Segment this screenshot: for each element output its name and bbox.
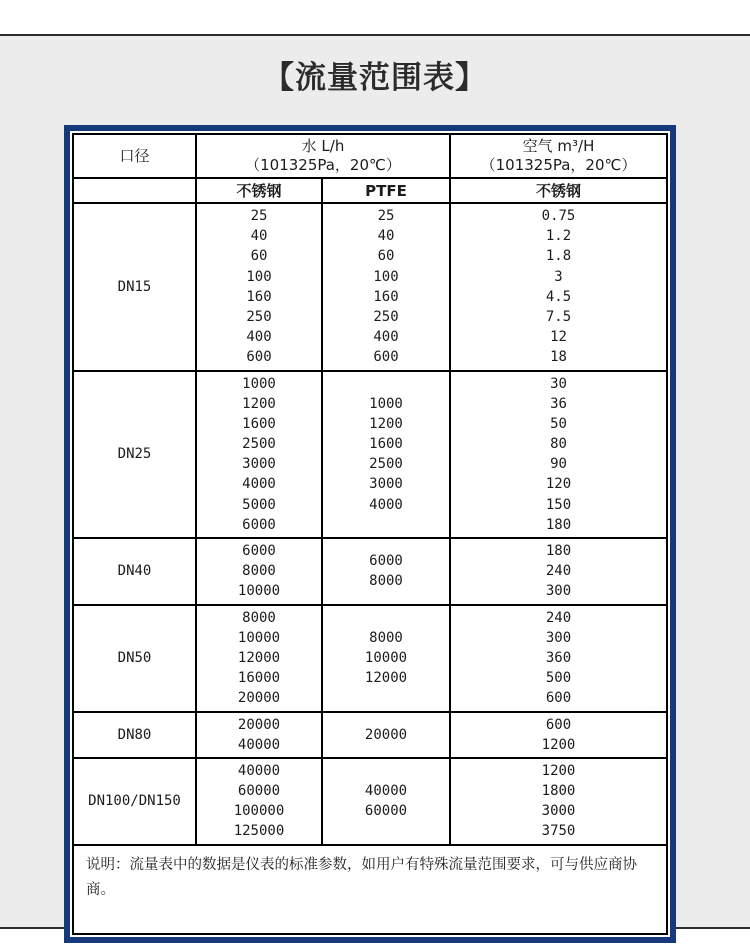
value-line: 500	[545, 670, 572, 687]
flow-range-table-frame	[64, 125, 676, 943]
value-line: 1200	[369, 415, 403, 432]
value-line: 250	[246, 308, 272, 325]
diameter-cell: DN50	[117, 650, 152, 667]
value-line: 6000	[369, 553, 403, 570]
value-line: 8000	[242, 609, 276, 626]
value-line: 7.5	[545, 308, 572, 325]
value-line: 18	[550, 349, 567, 366]
value-line: 3	[554, 268, 563, 285]
table-section-row	[74, 711, 666, 757]
table-section-row	[74, 202, 666, 370]
value-line: 3000	[242, 456, 276, 473]
table-section-row	[74, 370, 666, 538]
value-line: 6000	[242, 543, 276, 559]
value-line: 60000	[237, 783, 281, 800]
water-ptfe-cell	[321, 713, 449, 757]
value-line: 10000	[364, 649, 408, 666]
water-ptfe-cell	[321, 204, 449, 370]
water-ptfe-cell	[321, 372, 449, 538]
subheader-cell-air-ss: 不锈钢	[449, 179, 666, 202]
air-ss-cell	[449, 372, 666, 538]
table-section-row	[74, 537, 666, 604]
value-line: 40000	[364, 783, 408, 800]
value-line: 6000	[242, 516, 276, 533]
table-section-row	[74, 757, 666, 844]
value-line: 160	[373, 288, 399, 305]
water-ptfe-cell	[321, 606, 449, 711]
value-line: 36	[550, 395, 567, 412]
diameter-cell: DN80	[117, 726, 152, 743]
subheader-cell-water-ptfe: PTFE	[321, 179, 449, 202]
value-line: 1000	[242, 375, 276, 392]
value-line: 1.2	[545, 228, 572, 245]
value-line: 4000	[242, 476, 276, 493]
table-subheader-row	[74, 177, 666, 202]
value-line: 5000	[242, 496, 276, 513]
water-ss-cell	[195, 372, 321, 538]
water-ss-cell	[195, 539, 321, 604]
value-line: 20000	[237, 690, 281, 707]
value-line: 600	[246, 349, 272, 366]
value-line: 12000	[237, 649, 281, 666]
water-ss-cell	[195, 713, 321, 757]
value-line: 20000	[237, 716, 281, 733]
flow-range-table	[72, 133, 668, 935]
value-line: 100000	[233, 803, 285, 820]
diameter-cell: DN15	[117, 278, 152, 295]
value-line: 100	[246, 268, 272, 285]
value-line: 180	[545, 516, 572, 533]
value-line: 180	[545, 543, 572, 559]
value-line: 12000	[364, 670, 408, 687]
table-note: 说明：流量表中的数据是仪表的标准参数，如用户有特殊流量范围要求，可与供应商协商。	[74, 844, 666, 933]
value-line: 25	[377, 208, 395, 224]
header-water-condition: （101325Pa，20℃）	[245, 156, 401, 174]
value-line: 360	[545, 649, 572, 666]
water-ss-cell	[195, 759, 321, 844]
subheader-cell-water-ss: 不锈钢	[195, 179, 321, 202]
value-line: 400	[373, 329, 399, 346]
value-line: 40000	[237, 736, 281, 753]
water-ptfe-cell	[321, 539, 449, 604]
value-line: 25	[250, 208, 268, 224]
value-line: 4.5	[545, 288, 572, 305]
water-ss-cell	[195, 606, 321, 711]
value-line: 150	[545, 496, 572, 513]
value-line: 0.75	[541, 208, 576, 224]
air-ss-cell	[449, 539, 666, 604]
value-line: 40000	[237, 762, 281, 779]
value-line: 1200	[242, 395, 276, 412]
value-line: 1200	[541, 762, 576, 779]
air-ss-cell	[449, 713, 666, 757]
table-body	[74, 202, 666, 844]
diameter-cell: DN100/DN150	[88, 793, 181, 810]
value-line: 8000	[242, 563, 276, 580]
value-line: 125000	[233, 823, 285, 840]
header-air-title: 空气 m³/H	[522, 137, 595, 155]
value-line: 4000	[369, 496, 403, 513]
value-line: 60000	[364, 803, 408, 820]
value-line: 300	[545, 629, 572, 646]
header-cell-diameter: 口径	[119, 146, 150, 165]
value-line: 250	[373, 308, 399, 325]
value-line: 40	[377, 228, 395, 245]
value-line: 16000	[237, 670, 281, 687]
value-line: 2500	[369, 456, 403, 473]
diameter-cell: DN25	[117, 446, 152, 463]
value-line: 3000	[541, 803, 576, 820]
value-line: 10000	[237, 583, 281, 600]
value-line: 1000	[369, 395, 403, 412]
value-line: 600	[545, 716, 572, 733]
air-ss-cell	[449, 606, 666, 711]
value-line: 80	[550, 436, 567, 453]
value-line: 20000	[364, 726, 408, 743]
water-ptfe-cell	[321, 759, 449, 844]
value-line: 240	[545, 609, 572, 626]
value-line: 90	[550, 456, 567, 473]
value-line: 60	[250, 248, 268, 265]
value-line: 3750	[541, 823, 576, 840]
value-line: 50	[550, 415, 567, 432]
value-line: 160	[246, 288, 272, 305]
subheader-cell-blank	[74, 179, 195, 202]
value-line: 10000	[237, 629, 281, 646]
value-line: 60	[377, 248, 395, 265]
value-line: 8000	[369, 573, 403, 590]
table-section-row	[74, 604, 666, 711]
value-line: 30	[550, 375, 567, 392]
value-line: 40	[250, 228, 268, 245]
value-line: 8000	[369, 629, 403, 646]
value-line: 2500	[242, 436, 276, 453]
value-line: 1800	[541, 783, 576, 800]
air-ss-cell	[449, 759, 666, 844]
water-ss-cell	[195, 204, 321, 370]
value-line: 1200	[541, 736, 576, 753]
value-line: 600	[545, 690, 572, 707]
value-line: 3000	[369, 476, 403, 493]
value-line: 600	[373, 349, 399, 366]
page-title: 【流量范围表】	[263, 60, 487, 96]
value-line: 240	[545, 563, 572, 580]
header-cell-water	[195, 135, 449, 177]
value-line: 1600	[242, 415, 276, 432]
table-header-row	[74, 135, 666, 177]
value-line: 120	[545, 476, 572, 493]
header-air-condition: （101325Pa，20℃）	[480, 156, 637, 174]
header-cell-air	[449, 135, 666, 177]
value-line: 1600	[369, 436, 403, 453]
header-water-title: 水 L/h	[301, 137, 345, 155]
value-line: 300	[545, 583, 572, 600]
diameter-cell: DN40	[117, 563, 152, 580]
air-ss-cell	[449, 204, 666, 370]
value-line: 100	[373, 268, 399, 285]
value-line: 400	[246, 329, 272, 346]
value-line: 1.8	[545, 248, 572, 265]
value-line: 12	[550, 329, 567, 346]
